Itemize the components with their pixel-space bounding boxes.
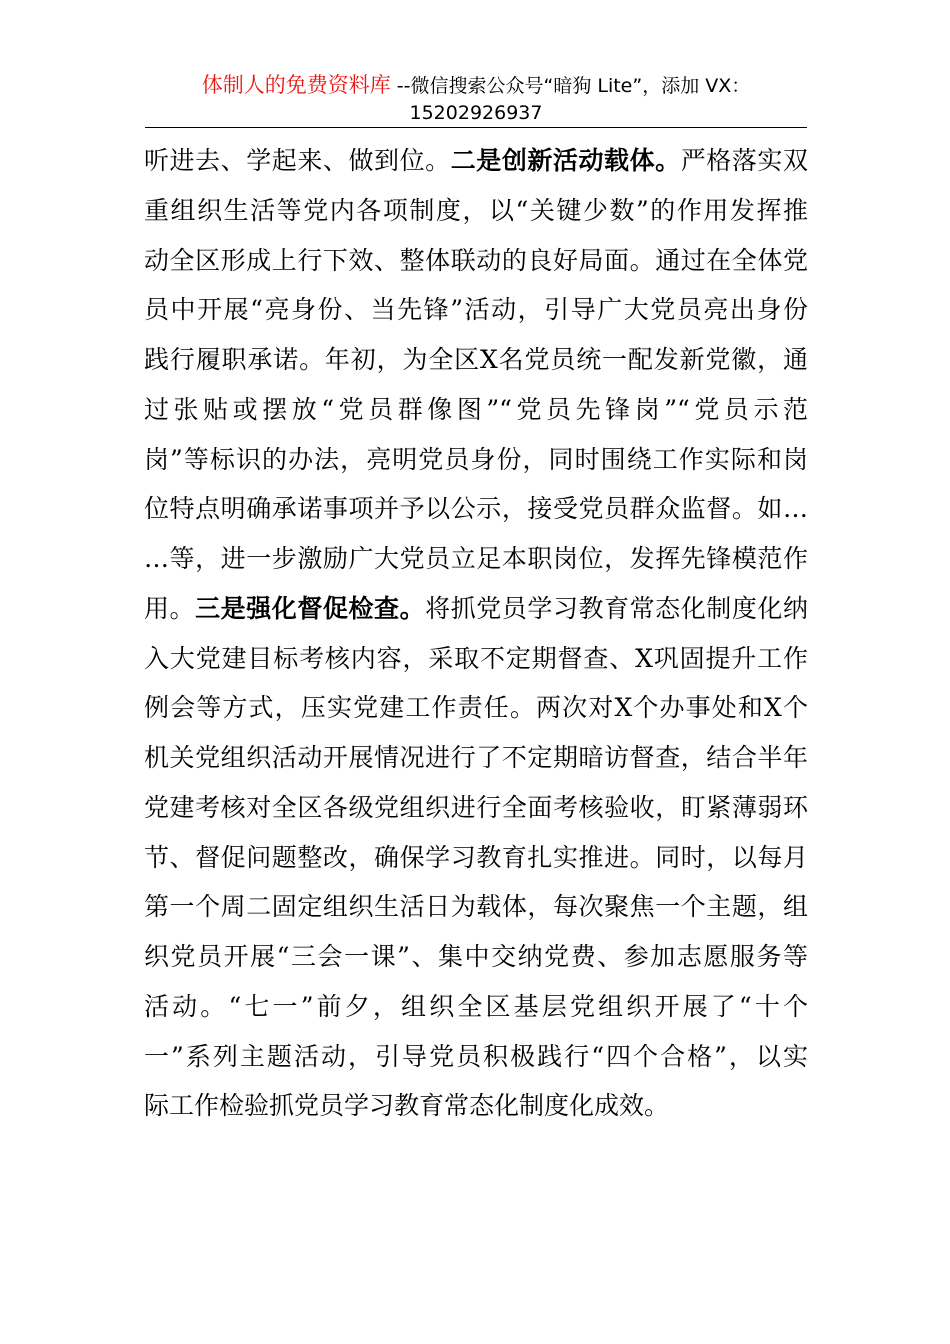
text-line: 动全区形成上行下效、整体联动的良好局面。通过在全体党 bbox=[144, 245, 808, 275]
header-tagline: --微信搜索公众号“暗狗 Lite”，添加 VX： bbox=[390, 75, 751, 97]
text-line: 织党员开展“三会一课”、集中交纳党费、参加志愿服务等 bbox=[144, 942, 808, 971]
text-line: 一”系列主题活动，引导党员积极践行“四个合格”，以实 bbox=[144, 1041, 808, 1071]
document-body bbox=[144, 136, 808, 1131]
text-line: 过张贴或摆放“党员群像图”“党员先锋岗”“党员示范 bbox=[144, 394, 808, 424]
text-line: 机关党组织活动开展情况进行了不定期暗访督查，结合半年 bbox=[144, 743, 808, 772]
text-line: 第一个周二固定组织生活日为载体，每次聚焦一个主题，组 bbox=[144, 892, 808, 922]
section-heading-3: 三是强化督促检查。 bbox=[195, 593, 426, 623]
header-line-1 bbox=[145, 72, 807, 100]
text-line: 例会等方式，压实党建工作责任。两次对X个办事处和X个 bbox=[144, 693, 808, 723]
text-line: 用。三是强化督促检查。将抓党员学习教育常态化制度化纳 bbox=[144, 593, 808, 623]
text-line: 入大党建目标考核内容，采取不定期督查、X巩固提升工作 bbox=[144, 643, 808, 673]
page-header bbox=[145, 72, 807, 127]
text-line: 际工作检验抓党员学习教育常态化制度化成效。 bbox=[144, 1091, 670, 1121]
brand-title: 体制人的免费资料库 bbox=[201, 73, 391, 97]
text-line: 党建考核对全区各级党组织进行全面考核验收，盯紧薄弱环 bbox=[144, 792, 808, 822]
text-line: 岗”等标识的办法，亮明党员身份，同时围绕工作实际和岗 bbox=[144, 444, 808, 474]
text-line: 员中开展“亮身份、当先锋”活动，引导广大党员亮出身份 bbox=[144, 295, 808, 325]
text-line: 听进去、学起来、做到位。二是创新活动载体。严格落实双 bbox=[144, 146, 808, 175]
text-line: 位特点明确承诺事项并予以公示，接受党员群众监督。如… bbox=[144, 494, 808, 524]
text-line: 活动。“七一”前夕，组织全区基层党组织开展了“十个 bbox=[144, 991, 808, 1021]
section-heading-2: 二是创新活动载体。 bbox=[450, 146, 681, 175]
header-phone: 15202926937 bbox=[409, 102, 543, 124]
text-line: …等，进一步激励广大党员立足本职岗位，发挥先锋模范作 bbox=[144, 544, 808, 573]
text-line: 节、督促问题整改，确保学习教育扎实推进。同时，以每月 bbox=[144, 842, 808, 872]
text-line: 重组织生活等党内各项制度，以“关键少数”的作用发挥推 bbox=[144, 195, 808, 225]
header-divider bbox=[145, 127, 807, 128]
text-line: 践行履职承诺。年初，为全区X名党员统一配发新党徽，通 bbox=[144, 345, 808, 374]
